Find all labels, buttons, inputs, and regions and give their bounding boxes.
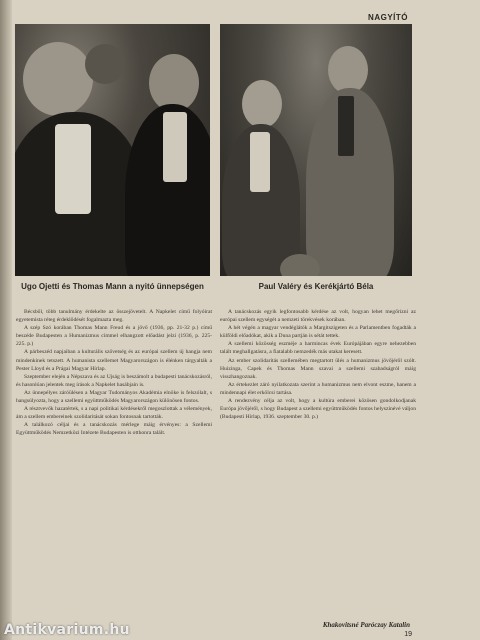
section-tag: NAGYÍTÓ: [368, 13, 408, 22]
paragraph: A résztvevők hazatértek, s a napi politikai kérdésekről megoszlottak a vélemények, ám a szellem embereinek szolidaritását sokan fontosnak tartották.: [16, 406, 212, 421]
paragraph: Bécsből, több tanulmány érdekelte az összejövetelt. A Napkelet című folyóirat egyetemista réteg érdeklődését fogalmazta meg.: [16, 309, 212, 324]
article-column-right: [220, 308, 416, 421]
paragraph: A találkozó céljai és a tanácskozás mérlege máig érvényes: a Szellemi Együttműködés Nemzetközi Intézete Budapesten is otthonra talált.: [16, 422, 212, 437]
photo-caption-right: Paul Valéry és Kerékjártó Béla: [258, 282, 374, 291]
paragraph: A párbeszéd napjaiban a kulturális szövetség és az európai szellem új hangja nem mindenkinek tetszett. A humanista szellemet Magyarországon is élénken tárgyalták a Pester Lloyd és a Prágai Magyar Hírlap.: [16, 349, 212, 372]
paragraph: A szép Szó korában Thomas Mann Freud és a jövő (1936, pp. 21-32 p.) című beszéde Budapesten a Humanizmus címmel elhangzott előadást jelzi (1936, p. 225-225. p.): [16, 325, 212, 348]
author-signature: Khakovitsné Paróczay Katalin: [322, 621, 410, 629]
article-column-left: [16, 308, 212, 438]
page-number: 19: [404, 631, 412, 638]
photo-valery-kerekjarto: [220, 24, 412, 276]
paragraph: A rendezvény célja az volt, hogy a kultúra emberei közösen gondolkodjanak Európa jövőjéről, s hogy Budapest a szellemi együttműködés fontos helyszínévé váljon (Budapesti Hírlap, 1936. szeptember 30. p.): [220, 398, 416, 421]
paragraph: A tanácskozás egyik legfontosabb kérdése az volt, hogyan lehet megőrizni az európai szellem egységét a nemzeti törekvések korában.: [220, 309, 416, 324]
paragraph: Az értekezlet záró nyilatkozata szerint a humanizmus nem elvont eszme, hanem a mindennapi élet erkölcsi tartása.: [220, 381, 416, 396]
photo-ojetti-mann: [15, 24, 210, 276]
page-binding-edge: [0, 0, 12, 640]
paragraph: A szellemi közösség eszméje a harmincas évek Európájában egyre nehezebben talált meghallgatásra, a fiatalabb nemzedék más utakat keresett.: [220, 341, 416, 356]
photo-caption-left: Ugo Ojetti és Thomas Mann a nyitó ünnepségen: [21, 282, 204, 291]
paragraph: A hét végén a magyar vendéglátók a Margitszigeten és a Parlamentben fogadták a külföldi előadókat, akik a Duna partján is sétát tettek.: [220, 325, 416, 340]
paragraph: Az ember szolidaritás szellemében megtartott ülés a humanizmus jövőjéről szólt. Huizinga, Capek és Thomas Mann szavai a szellemi szabadságról máig visszhangoznak.: [220, 357, 416, 380]
paragraph: Szeptember elején a Népszava és az Ujság is beszámolt a budapesti tanácskozásról, és hasonlóan jelentek meg írások a Napkelet hasábjain is.: [16, 373, 212, 388]
paragraph: Az ünnepélyes záróülésen a Magyar Tudományos Akadémia elnöke is felszólalt, s hangsúlyozta, hogy a szellemi együttműködés Magyarországon különösen fontos.: [16, 389, 212, 405]
watermark: Antikvarium.hu: [4, 622, 130, 638]
